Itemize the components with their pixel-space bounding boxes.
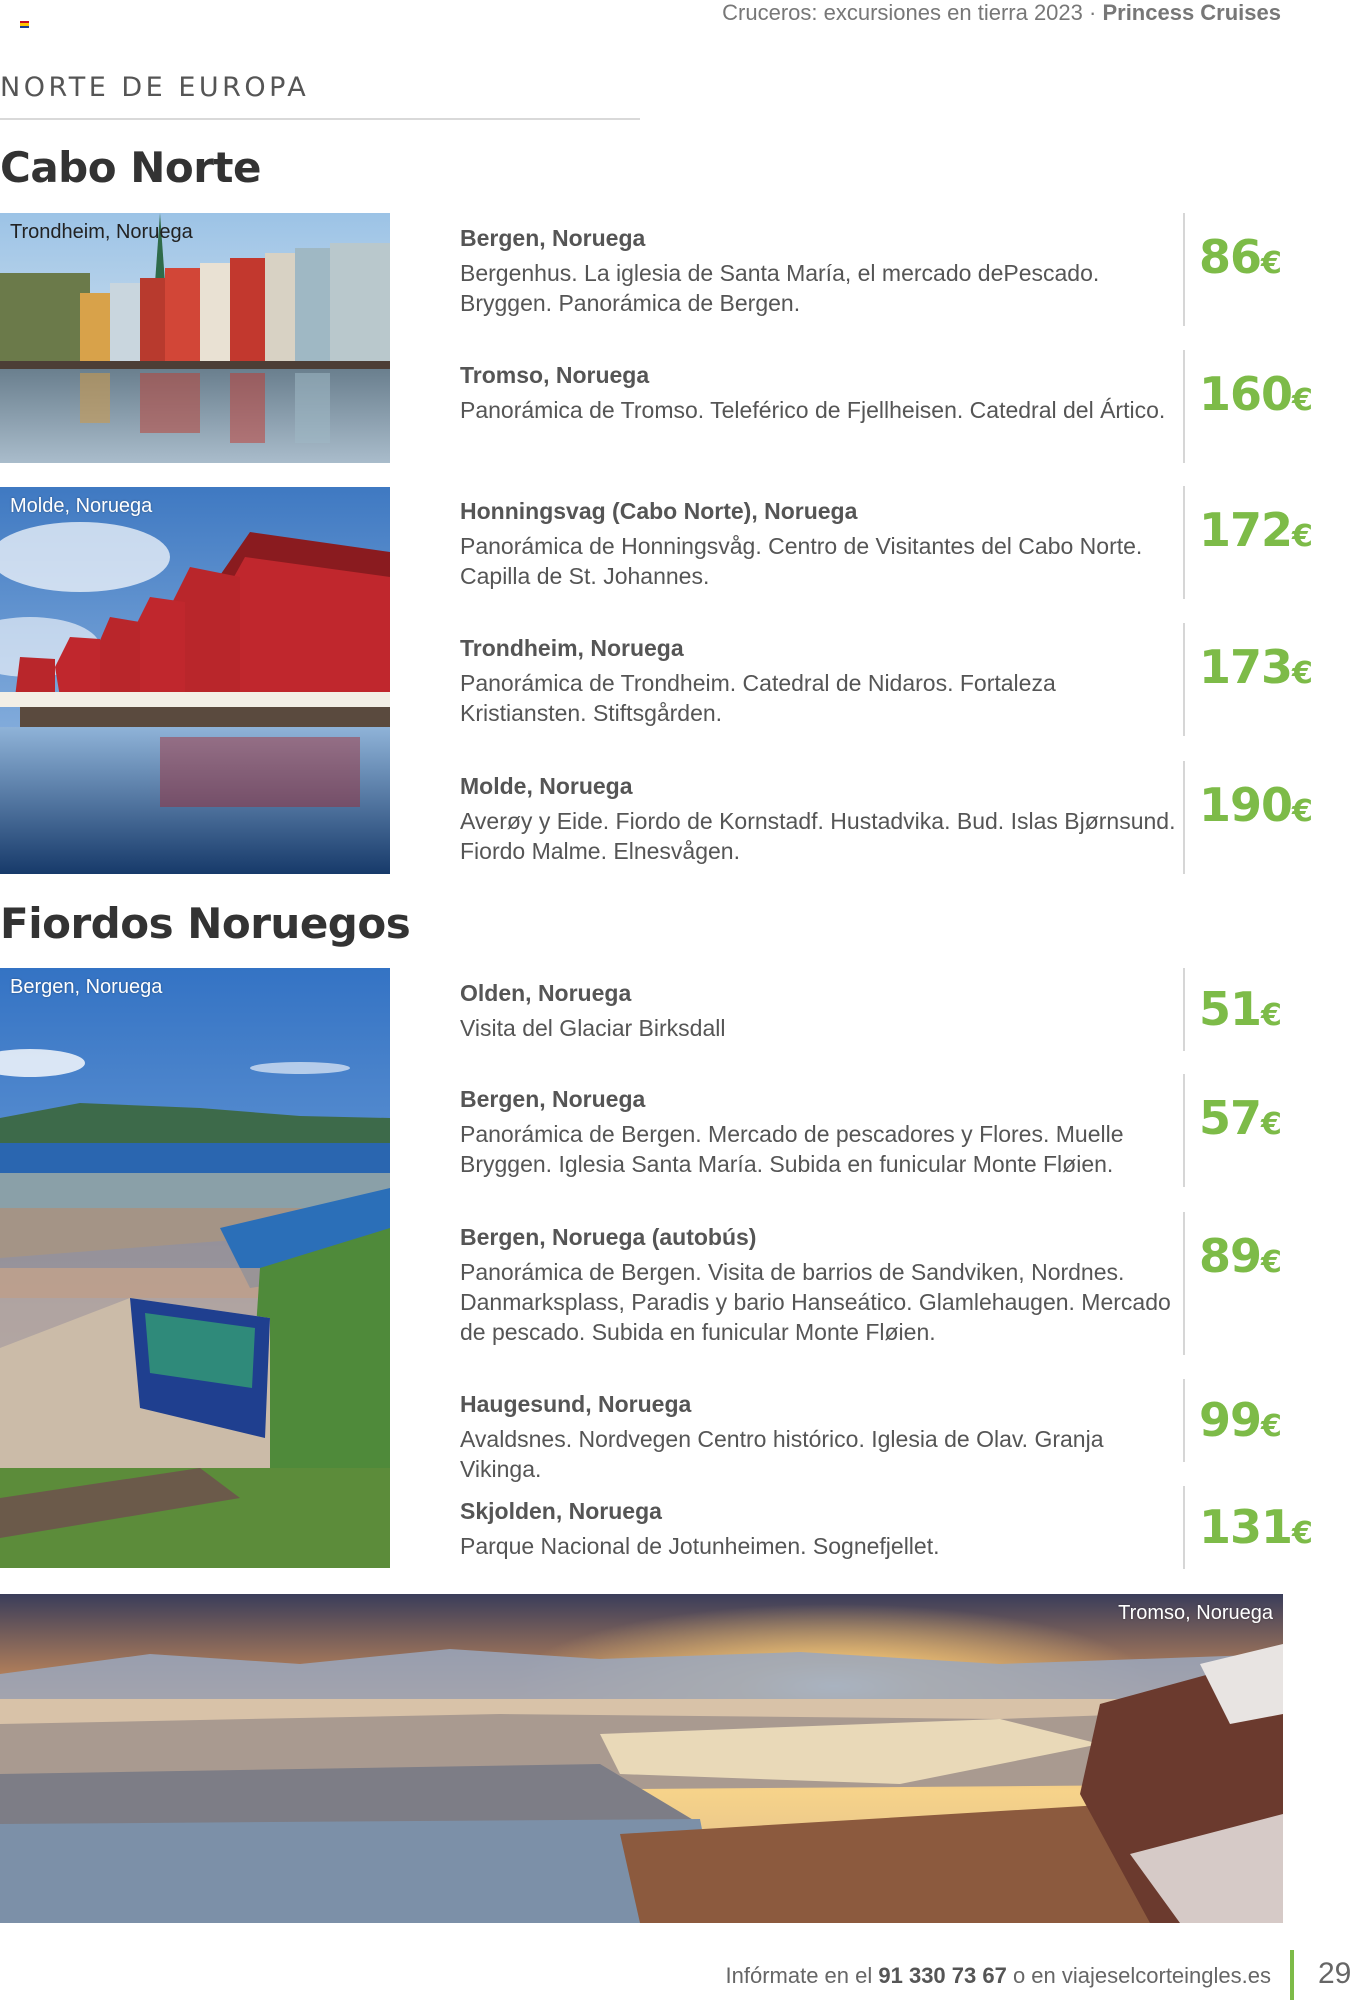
excursion-city: Molde, Noruega [460, 773, 633, 799]
excursion-description: Panorámica de Tromso. Teleférico de Fjellheisen. Catedral del Ártico. [460, 397, 1166, 423]
excursion-price: 57€ [1199, 1091, 1282, 1145]
excursion-description: Visita del Glaciar Birksdall [460, 1015, 726, 1041]
excursion-city: Tromso, Noruega [460, 362, 650, 388]
price-box [1183, 623, 1343, 736]
excursion-price: 160€ [1199, 367, 1313, 421]
region-title: NORTE DE EUROPA [0, 72, 310, 103]
excursion-price: 51€ [1199, 982, 1282, 1036]
excursion-description: Panorámica de Trondheim. Catedral de Nidaros. Fortaleza Kristiansten. Stiftsgården. [460, 670, 1056, 726]
excursion-item [460, 498, 1180, 591]
header-title [722, 0, 1281, 26]
excursion-item [460, 1224, 1180, 1347]
excursion-description: Panorámica de Honningsvåg. Centro de Visitantes del Cabo Norte. Capilla de St. Johannes. [460, 533, 1143, 589]
excursion-city: Skjolden, Noruega [460, 1498, 662, 1524]
footer-prefix: Infórmate en el [725, 1963, 879, 1988]
excursion-description: Averøy y Eide. Fiordo de Kornstadf. Hustadvika. Bud. Islas Bjørnsund. Fiordo Malme. Elnesvågen. [460, 808, 1176, 864]
photo-trondheim [0, 213, 390, 463]
photo-caption: Tromso, Noruega [1118, 1602, 1273, 1624]
price-box [1183, 1074, 1343, 1187]
excursion-item [460, 225, 1180, 318]
page-number: 29 [1318, 1957, 1352, 1990]
photo-tromso-banner [0, 1594, 1283, 1923]
spain-flag-icon [20, 21, 29, 28]
price-box [1183, 968, 1343, 1051]
excursion-item [460, 1086, 1180, 1179]
section-title-cabo-norte: Cabo Norte [0, 143, 261, 192]
price-box [1183, 761, 1343, 874]
photo-caption: Trondheim, Noruega [10, 221, 193, 243]
excursion-description: Avaldsnes. Nordvegen Centro histórico. Iglesia de Olav. Granja Vikinga. [460, 1426, 1104, 1482]
excursion-price: 172€ [1199, 503, 1313, 557]
price-box [1183, 350, 1343, 463]
price-box [1183, 486, 1343, 599]
excursion-description: Parque Nacional de Jotunheimen. Sognefjellet. [460, 1533, 940, 1559]
footer-phone: 91 330 73 67 [878, 1963, 1007, 1988]
excursion-item [460, 635, 1180, 728]
excursion-item [460, 773, 1180, 866]
photo-caption: Bergen, Noruega [10, 976, 163, 998]
excursion-description: Bergenhus. La iglesia de Santa María, el mercado dePescado. Bryggen. Panorámica de Bergen. [460, 260, 1100, 316]
photo-bergen [0, 968, 390, 1568]
excursion-price: 190€ [1199, 778, 1313, 832]
price-box [1183, 1486, 1343, 1569]
photo-molde [0, 487, 390, 874]
price-box [1183, 213, 1343, 326]
footer-website: o en viajeselcorteingles.es [1006, 1963, 1271, 1988]
excursion-city: Bergen, Noruega [460, 225, 646, 251]
excursion-price: 173€ [1199, 640, 1313, 694]
excursion-city: Honningsvag (Cabo Norte), Noruega [460, 498, 858, 524]
excursion-price: 131€ [1199, 1500, 1313, 1554]
excursion-price: 86€ [1199, 230, 1282, 284]
price-box [1183, 1379, 1343, 1462]
excursion-item [460, 362, 1180, 425]
photo-caption: Molde, Noruega [10, 495, 153, 517]
excursion-description: Panorámica de Bergen. Visita de barrios de Sandviken, Nordnes. Danmarksplass, Paradis y bario Hanseático. Glamlehaugen. Mercado de pescado. Subida en funicular Monte Fløien. [460, 1259, 1171, 1345]
section-title-fiordos-noruegos: Fiordos Noruegos [0, 899, 411, 948]
excursion-city: Haugesund, Noruega [460, 1391, 692, 1417]
excursion-price: 99€ [1199, 1393, 1282, 1447]
excursion-price: 89€ [1199, 1229, 1282, 1283]
excursion-city: Trondheim, Noruega [460, 635, 684, 661]
excursion-city: Bergen, Noruega (autobús) [460, 1224, 757, 1250]
excursion-city: Olden, Noruega [460, 980, 632, 1006]
footer-info [726, 1963, 1272, 1989]
header-brand: Princess Cruises [1102, 0, 1281, 25]
excursion-item [460, 1391, 1180, 1484]
excursion-description: Panorámica de Bergen. Mercado de pescadores y Flores. Muelle Bryggen. Iglesia Santa María. Subida en funicular Monte Fløien. [460, 1121, 1124, 1177]
price-box [1183, 1212, 1343, 1355]
excursion-city: Bergen, Noruega [460, 1086, 646, 1112]
region-divider [0, 118, 640, 120]
excursion-item [460, 980, 1180, 1043]
excursion-item [460, 1498, 1180, 1561]
header-prefix: Cruceros: excursiones en tierra 2023 · [722, 0, 1103, 25]
footer-accent-bar [1290, 1950, 1294, 2000]
